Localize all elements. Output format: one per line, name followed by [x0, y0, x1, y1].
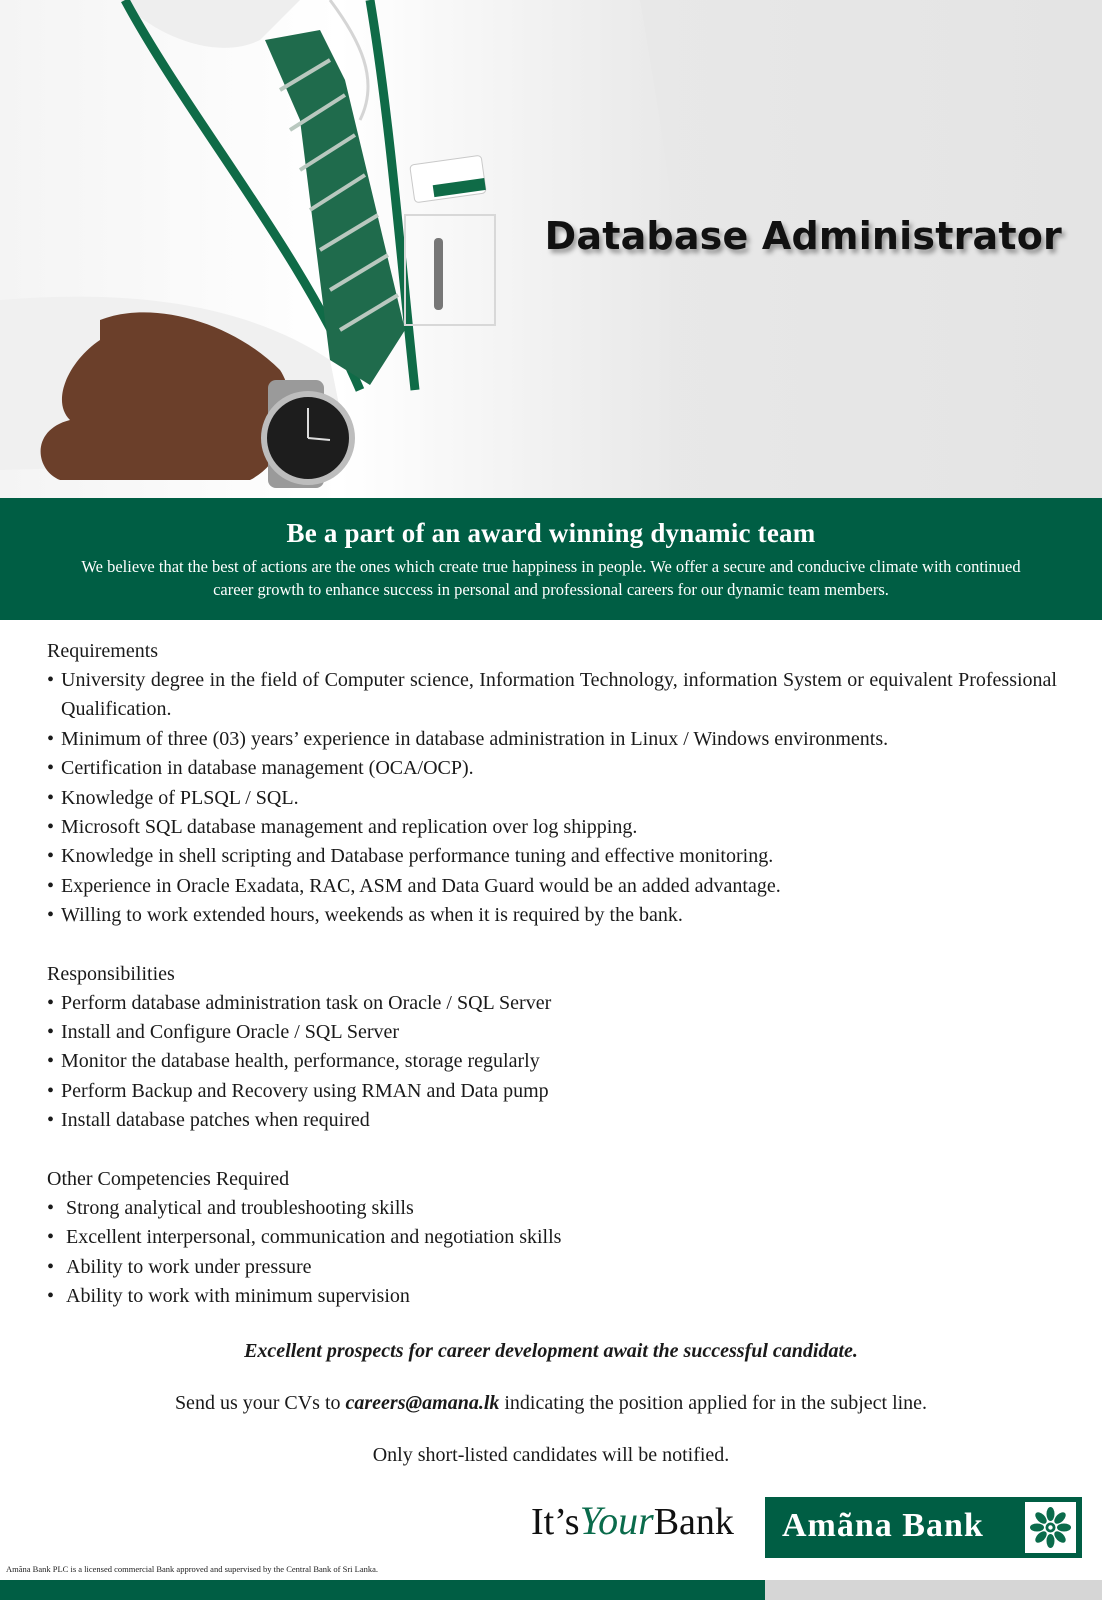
responsibilities-title: Responsibilities: [47, 962, 175, 985]
list-item: • Install database patches when required: [47, 1106, 1057, 1135]
legal-footnote: Amãna Bank PLC is a licensed commercial Bank approved and supervised by the Central Bank of Sri Lanka.: [6, 1564, 379, 1574]
intro-banner: [0, 498, 1102, 620]
list-item: • Ability to work under pressure: [47, 1253, 1057, 1282]
send-cv-line: [0, 1392, 1102, 1415]
send-prefix: Send us your CVs to: [174, 1392, 341, 1414]
list-item: • Willing to work extended hours, weekends as when it is required by the bank.: [47, 901, 1057, 930]
bank-logo: [765, 1497, 1082, 1558]
job-details: [47, 637, 1057, 1311]
list-item: • Knowledge of PLSQL / SQL.: [47, 784, 1057, 813]
tagline-its: It’s: [531, 1501, 580, 1543]
competencies-title: Other Competencies Required: [47, 1167, 290, 1190]
list-item: • Monitor the database health, performance, storage regularly: [47, 1047, 1057, 1076]
notified-line: Only short-listed candidates will be notified.: [372, 1444, 730, 1466]
bottom-strip-grey: [765, 1580, 1102, 1600]
list-item: • Microsoft SQL database management and replication over log shipping.: [47, 813, 1057, 842]
prospects-line: Excellent prospects for career development await the successful candidate.: [244, 1340, 858, 1362]
list-item: • Minimum of three (03) years’ experience in database administration in Linux / Windows environments.: [47, 725, 1057, 754]
list-item: • Strong analytical and troubleshooting skills: [47, 1194, 1057, 1223]
banner-text: We believe that the best of actions are the ones which create true happiness in people. We offer a secure and conducive climate with continued career growth to enhance success in personal and professional careers for our dynamic team members.: [81, 557, 1021, 599]
list-item: • Perform Backup and Recovery using RMAN and Data pump: [47, 1077, 1057, 1106]
tagline-your: Your: [579, 1498, 654, 1543]
list-item: • Install and Configure Oracle / SQL Server: [47, 1018, 1057, 1047]
list-item: • University degree in the field of Computer science, Information Technology, information System or equivalent Professional Qualification.: [47, 666, 1057, 725]
requirements-list: [47, 666, 1057, 931]
list-item: • Ability to work with minimum supervision: [47, 1282, 1057, 1311]
list-item: • Excellent interpersonal, communication and negotiation skills: [47, 1223, 1057, 1252]
send-suffix: indicating the position applied for in the subject line.: [504, 1392, 928, 1414]
tagline-bank: Bank: [653, 1501, 734, 1543]
job-title: Database Administrator: [544, 214, 1062, 258]
list-item: • Perform database administration task on Oracle / SQL Server: [47, 989, 1057, 1018]
banner-heading: Be a part of an award winning dynamic team: [286, 518, 816, 548]
tagline: [531, 1497, 734, 1544]
bottom-strip-green: [0, 1580, 765, 1600]
list-item: • Certification in database management (OCA/OCP).: [47, 754, 1057, 783]
hero-section: [0, 0, 1102, 498]
pen: [434, 238, 443, 310]
requirements-title: Requirements: [47, 640, 159, 662]
logo-name: Amãna Bank: [782, 1507, 984, 1544]
careers-email-link[interactable]: careers@amana.lk: [345, 1392, 500, 1414]
list-item: • Experience in Oracle Exadata, RAC, ASM and Data Guard would be an added advantage.: [47, 872, 1057, 901]
competencies-list: [47, 1194, 1057, 1312]
flower-emblem-icon: [1025, 1502, 1076, 1553]
list-item: • Knowledge in shell scripting and Database performance tuning and effective monitoring.: [47, 842, 1057, 871]
responsibilities-list: [47, 989, 1057, 1136]
